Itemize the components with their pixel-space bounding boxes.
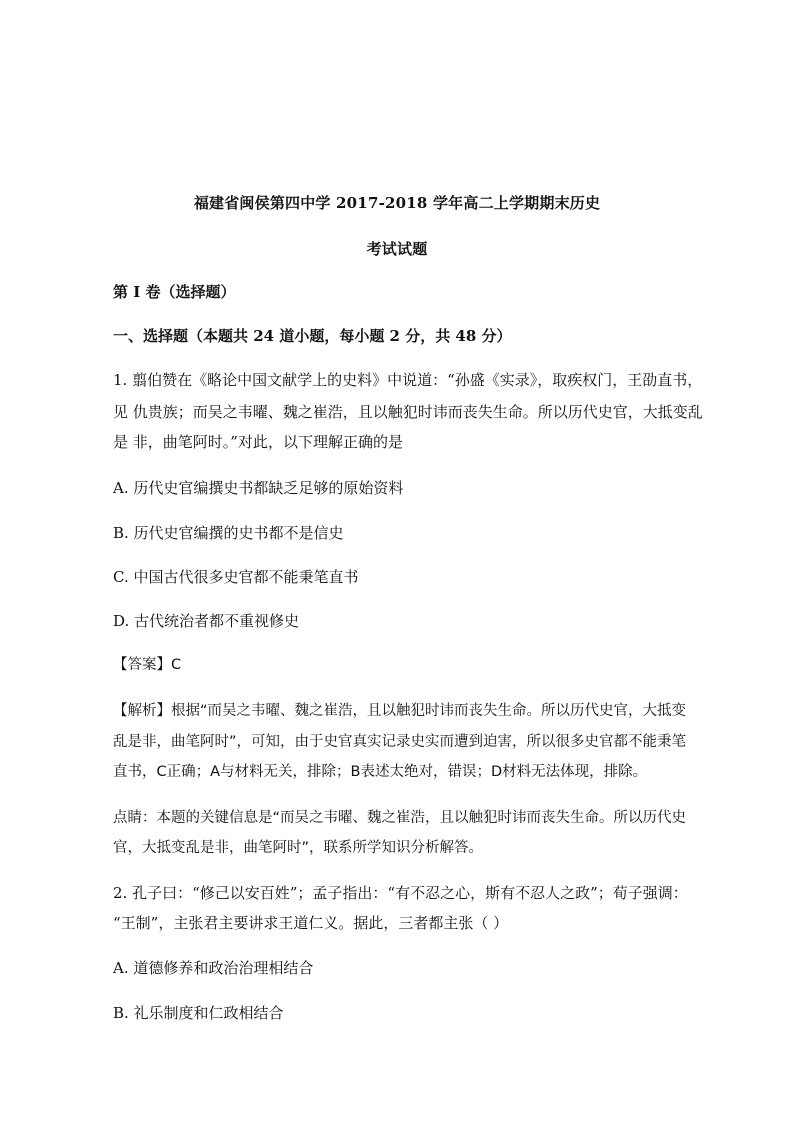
- question-1-option-c: C. 中国古代很多史官都不能秉笔直书: [113, 568, 359, 586]
- question-1-analysis-line-3: 直书，C正确；A与材料无关，排除；B表述太绝对，错误；D材料无法体现，排除。: [113, 764, 648, 780]
- question-1-tip-line-1: 点睛：本题的关键信息是“而吴之韦曜、魏之崔浩，且以触犯时讳而丧失生命。所以历代史: [113, 810, 687, 826]
- question-1-line-1: 1. 翦伯赞在《略论中国文献学上的史料》中说道：“孙盛《实录》，取疾权门，王劭直书，: [113, 371, 703, 389]
- question-1-analysis-line-2: 乱是非，曲笔阿时”，可知，由于史官真实记录史实而遭到迫害，所以很多史官都不能秉笔: [113, 734, 687, 750]
- question-1-analysis-line-1: 【解析】根据“而吴之韦曜、魏之崔浩，且以触犯时讳而丧失生命。所以历代史官，大抵变: [113, 703, 687, 719]
- question-2-option-b: B. 礼乐制度和仁政相结合: [113, 1004, 284, 1022]
- question-2-line-1: 2. 孔子曰：“修己以安百姓”；孟子指出：“有不忍之心，斯有不忍人之政”；荀子强调：: [113, 884, 688, 902]
- section-heading: 第 I 卷（选择题）: [113, 283, 236, 301]
- question-1-line-3: 是 非，曲笔阿时。”对此，以下理解正确的是: [113, 433, 403, 451]
- document-title: 福建省闽侯第四中学 2017-2018 学年高二上学期期末历史: [193, 194, 601, 212]
- question-1-option-d: D. 古代统治者都不重视修史: [113, 612, 300, 630]
- question-1-answer: 【答案】C: [113, 657, 182, 673]
- document-subtitle: 考试试题: [366, 240, 428, 258]
- question-2-option-a: A. 道德修养和政治治理相结合: [113, 959, 314, 977]
- question-1-line-2: 见 仇贵族；而吴之韦曜、魏之崔浩，且以触犯时讳而丧失生命。所以历代史官，大抵变乱: [113, 403, 703, 421]
- part-heading: 一、选择题（本题共 24 道小题，每小题 2 分，共 48 分）: [113, 327, 512, 345]
- question-1-option-b: B. 历代史官编撰的史书都不是信史: [113, 524, 344, 542]
- question-1-option-a: A. 历代史官编撰史书都缺乏足够的原始资料: [113, 479, 404, 497]
- question-1-tip-line-2: 官，大抵变乱是非，曲笔阿时”，联系所学知识分析解答。: [113, 840, 484, 856]
- question-2-line-2: “王制”，主张君主要讲求王道仁义。据此，三者都主张（ ）: [113, 914, 509, 932]
